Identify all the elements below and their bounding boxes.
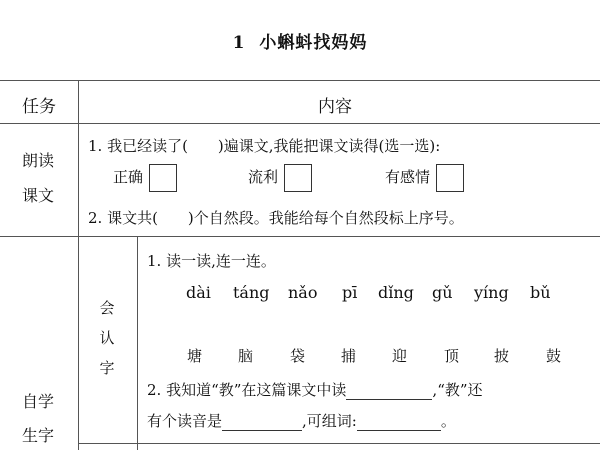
pronunciation-question-line2 (147, 410, 456, 431)
pinyin-item[interactable]: dǐng (378, 283, 414, 302)
character-item[interactable]: 披 (494, 347, 510, 365)
pinyin-item[interactable]: bǔ (530, 283, 551, 302)
header-content: 内容 (318, 97, 352, 117)
option-correct-checkbox[interactable] (149, 164, 177, 192)
character-item[interactable]: 迎 (392, 347, 408, 365)
option-expressive-checkbox[interactable] (436, 164, 464, 192)
match-instruction: 1. 读一读,连一连。 (147, 252, 276, 270)
line-end-period: 。 (440, 412, 456, 430)
lesson-title: 小蝌蚪找妈妈 (259, 33, 368, 53)
section2-label-line2: 生字 (22, 426, 55, 445)
character-item[interactable]: 捕 (341, 347, 357, 365)
pinyin-item[interactable]: nǎo (288, 283, 318, 302)
option-expressive-label: 有感情 (385, 168, 431, 186)
other-reading-blank[interactable] (222, 414, 302, 431)
option-correct (113, 164, 177, 192)
reading-count-question: 1. 我已经读了( )遍课文,我能把课文读得(选一选): (88, 137, 441, 155)
character-item[interactable]: 脑 (238, 347, 254, 365)
pronunciation-question-text: 2. 我知道“教”在这篇课文中读 (147, 381, 347, 399)
table-row-divider (0, 236, 600, 237)
option-correct-label: 正确 (113, 168, 144, 186)
section2-label-line1: 自学 (22, 392, 55, 411)
pinyin-item[interactable]: yíng (474, 283, 509, 302)
character-item[interactable]: 塘 (187, 347, 203, 365)
sub-label-char-3: 字 (99, 359, 115, 377)
sub-label-char-1: 会 (99, 299, 115, 317)
pinyin-item[interactable]: táng (233, 283, 270, 302)
pinyin-item[interactable]: gǔ (432, 283, 453, 302)
option-expressive (385, 164, 464, 192)
table-column-divider (78, 80, 79, 450)
other-reading-text: 有个读音是 (147, 412, 223, 430)
table-top-border (0, 80, 600, 81)
pronunciation-question-line1 (147, 379, 483, 400)
page-title (0, 28, 600, 53)
character-item[interactable]: 袋 (290, 347, 306, 365)
pronunciation-answer-blank[interactable] (346, 383, 432, 400)
section1-label-line1: 朗读 (22, 151, 55, 170)
option-fluent (248, 164, 312, 192)
lesson-number: 1 (232, 33, 246, 53)
sub-label-char-2: 认 (99, 329, 115, 347)
table-header-divider (0, 123, 600, 124)
word-formation-text: ,可组词: (302, 412, 357, 430)
character-item[interactable]: 顶 (444, 347, 460, 365)
paragraph-count-question: 2. 课文共( )个自然段。我能给每个自然段标上序号。 (88, 209, 464, 227)
character-item[interactable]: 鼓 (546, 347, 562, 365)
pinyin-item[interactable]: dài (186, 283, 211, 302)
pinyin-item[interactable]: pī (342, 283, 358, 302)
subcolumn-divider (137, 236, 138, 450)
table-partial-bottom-line (78, 443, 600, 444)
section1-label-line2: 课文 (22, 186, 55, 205)
header-task: 任务 (22, 97, 56, 117)
word-formation-blank[interactable] (357, 414, 441, 431)
option-fluent-checkbox[interactable] (284, 164, 312, 192)
option-fluent-label: 流利 (248, 168, 279, 186)
pronunciation-question-tail: ,“教”还 (432, 381, 483, 399)
